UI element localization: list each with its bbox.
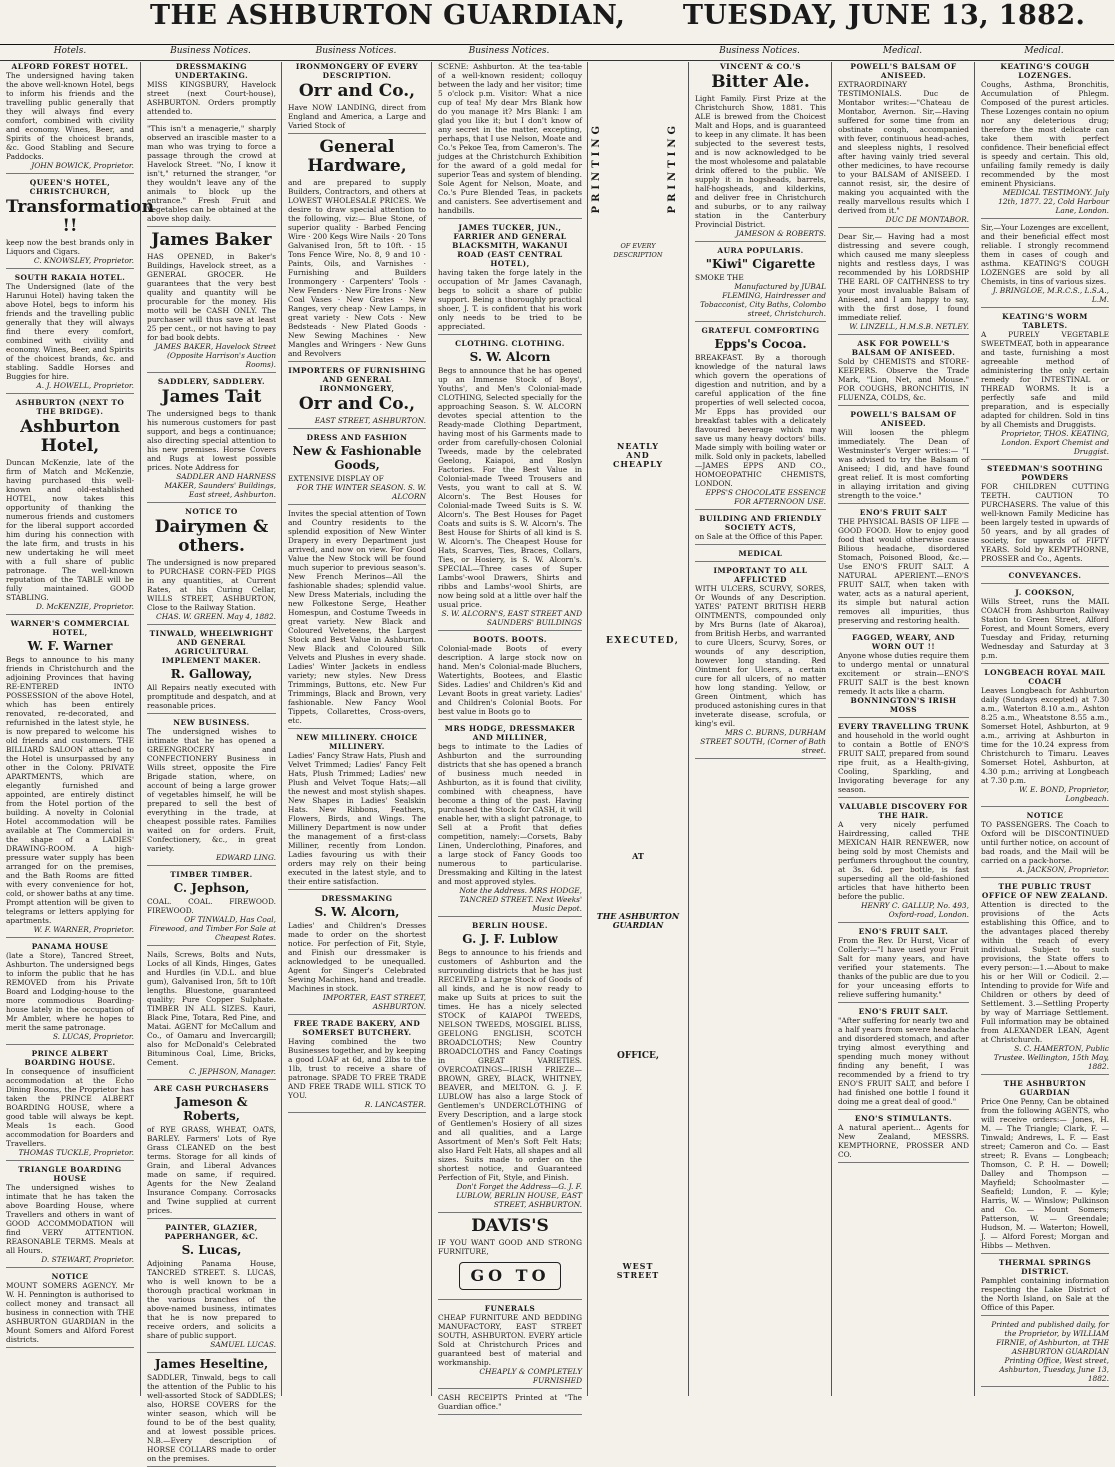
advertisement bbox=[288, 894, 426, 1015]
ad-display-name: Ashburton Hotel, bbox=[20, 417, 120, 456]
advertisement bbox=[981, 1258, 1109, 1316]
printing-vertical: PRINTING bbox=[591, 122, 602, 214]
ad-body: WITH ULCERS, SCURVY, SORES, Or Wounds of any Description. YATES' PATENT BRITISH HERB OINTMENTS, compounded only by Mrs Burns (late of Akaroa), from British Herbs, and warranted to cure Ulcers, Scurvy, Sores, or wounds of any description, however long standing. Red Ointment for Ulcers, a certain cure for all ulcers, of no matter how long standing. Yellow, or Green Ointment, which has produced astonishing cures in that inveterate disease, scrofula, or king's evil. bbox=[695, 584, 826, 728]
ad-body: "After suffering for nearly two and a half years from severe headache and disordered stomach, and after trying almost everything and spending much money without finding any benefit, I was recommended by a friend to try ENO'S FRUIT SALT, and before I had finished one bottle I found it doing me a great deal of good." bbox=[838, 1016, 969, 1106]
ad-body: keep now the best brands only in Liquors and Cigars. bbox=[6, 238, 134, 256]
ad-body: A PURELY VEGETABLE SWEETMEAT, both in appearance and taste, furnishing a most agreeable method of administering the only certain remedy for INTESTINAL or THREAD WORMS. It is a perfectly safe and mild preparation, and is especially adapted for children. Sold in tins by all Chemists and Druggists. bbox=[981, 330, 1109, 429]
advertisement bbox=[838, 1007, 969, 1110]
ad-body: of RYE GRASS, WHEAT, OATS, BARLEY. Farmers' Lots of Rye Grass CLEANED on the best terms. Storage for all kinds of Grain, and Liberal Advances made on same, if required. Agents for the New Zealand Insurance Company. Corrosacks and Twine supplied at current prices. bbox=[147, 1125, 276, 1215]
ad-signature: MRS C. BURNS, DURHAM STREET SOUTH, (Corner of Bath street. bbox=[700, 728, 826, 755]
ad-display-name: Orr and Co., bbox=[298, 81, 416, 101]
ad-heading: NOTICE TO bbox=[185, 507, 238, 516]
ad-signature: A. JACKSON, Proprietor. bbox=[1017, 865, 1109, 874]
ad-signature: A. J. HOWELL, Proprietor. bbox=[36, 381, 134, 390]
advertisement bbox=[838, 633, 969, 718]
ad-body: The undersigned wishes to intimate that he has taken the above Boarding House, where Travellers and others in want of GOOD ACCOMMODATION will find VERY ATTENTION. REASONABLE TERMS. Meals at all Hours. bbox=[6, 1183, 134, 1255]
advertisement bbox=[838, 508, 969, 629]
ad-body: The undersigned begs to thank his numerous customers for past support, and begs a continuance; also directing special attention to his new premises. Horse Covers and Rugs at lowest possible prices. Note Address for bbox=[147, 409, 276, 472]
advertisement bbox=[147, 950, 276, 1080]
ad-heading: PAINTER, GLAZIER, PAPERHANGER, &C. bbox=[164, 1223, 259, 1241]
ad-heading: ENO'S FRUIT SALT. bbox=[858, 1007, 949, 1016]
ad-signature: EDWARD LING. bbox=[215, 853, 276, 862]
ad-display-name: R. Galloway, bbox=[170, 667, 253, 681]
ad-display-name: DAVIS'S bbox=[471, 1216, 549, 1236]
ad-body: The undersigned having taken the above well-known Hotel, begs to inform his friends and the travelling public generally that they will always find every comfort, combined with civility and economy. Wines, Beer, and Spirits of the choicest brands, &c. Good Stabling and Secure Paddocks. bbox=[6, 71, 134, 161]
ad-body: Sold by CHEMISTS and STORE-KEEPERS. Observe the Trade Mark, "Lion, Net, and Mouse." FOR COUGHS, BRONCHITIS, IN FLUENZA, COLDS, &c. bbox=[838, 357, 969, 402]
section-head: Medical. bbox=[1024, 46, 1064, 56]
ad-body: CHEAP FURNITURE AND BEDDING MANUFACTORY, EAST STREET SOUTH, ASHBURTON. EVERY article Sold at Christchurch Prices and guaranteed best of material and workmanship. bbox=[438, 1313, 582, 1367]
ad-body: From the Rev. Dr Hurst, Vicar of Collerly:—"I have used your Fruit Salt for many years, and have verified your statements. The thanks of the public are due to you for your unceasing efforts to relieve suffering humanity." bbox=[838, 936, 969, 999]
ad-body: MOUNT SOMERS AGENCY. Mr W. H. Pennington is authorised to collect money and transact all business in connection with THE ASHBURTON GUARDIAN in the Mount Somers and Alford Forest districts. bbox=[6, 1281, 134, 1344]
ad-heading: KEATING'S COUGH LOZENGES. bbox=[1000, 62, 1090, 80]
ad-signature: Note the Address. MRS HODGE, TANCRED STREET. Next Weeks' Music Depot. bbox=[459, 886, 582, 913]
ad-signature: MEDICAL TESTIMONY. July 12th, 1877. 22, Cold Harbour Lane, London. bbox=[998, 188, 1109, 215]
ad-signature: W. F. WARNER, Proprietor. bbox=[33, 925, 134, 934]
section-head: Business Notices. bbox=[170, 46, 251, 56]
ad-signature: W. LINZELL, H.M.S.B. NETLEY. bbox=[849, 322, 969, 331]
ad-heading: DRESS AND FASHION bbox=[306, 433, 408, 442]
ad-signature: IMPORTER, EAST STREET, ASHBURTON. bbox=[322, 993, 426, 1011]
ad-side-text: BONNINGTON'S IRISH MOSS bbox=[850, 696, 957, 714]
ad-display-name: James Tait bbox=[161, 387, 262, 407]
printing-office-name: THE ASHBURTON GUARDIAN bbox=[596, 911, 680, 930]
ad-heading: ALFORD FOREST HOTEL. bbox=[11, 62, 129, 71]
ad-body: The undersigned wishes to intimate that he has opened a GREENGROCERY and CONFECTIONERY Business in Wills street, opposite the Fire Brigade station, where, on account of being a large grower of vegetables himself, he will be prepared to sell the best of everything in the trade, at cheapest possible rates. Families waited on for orders. Fruit, Confectionery, &c., in great variety. bbox=[147, 727, 276, 853]
ad-heading: ENO'S FRUIT SALT. bbox=[858, 927, 949, 936]
masthead-date: JUNE 13, 1882. bbox=[847, 0, 1086, 31]
ad-body: Dear Sir,— Having had a most distressing and severe cough, which caused me many sleepless nights and restless days, I was recommended by his LORDSHIP THE EARL OF CAITHNESS to try your most invaluable Balsam of Aniseed, and I am happy to say, with the first dose, I found immediate relief. bbox=[838, 232, 969, 322]
column-7 bbox=[831, 62, 975, 1396]
ad-display-name: Bitter Ale. bbox=[711, 72, 810, 92]
advertisement bbox=[6, 619, 134, 938]
ad-display-name: Epps's Cocoa. bbox=[714, 337, 807, 351]
ad-go-to: GO TO bbox=[459, 1262, 561, 1290]
ad-heading: EVERY TRAVELLING TRUNK bbox=[838, 722, 969, 731]
column-6 bbox=[688, 62, 832, 1396]
ad-heading: FREE TRADE BAKERY, AND SOMERSET BUTCHERY. bbox=[293, 1019, 421, 1037]
advertisement bbox=[6, 1165, 134, 1268]
ad-body: Attention is directed to the provisions of the Acts establishing this Office, and to the advantages placed thereby within the reach of every individual. Subject to such provisions, the State offers to every person:—1.—About to make his or her Will or Codicil. 2.—Intending to provide for Wife and Children or others by deed of Settlement. 3.—Settling Property by way of Marriage Settlement. Full information may be obtained from ALEXANDER LEAN, Agent at Christchurch. bbox=[981, 900, 1109, 1044]
column-3 bbox=[281, 62, 432, 1396]
advertisement bbox=[981, 464, 1109, 567]
ad-body: Will loosen the phlegm immediately. The Dean of Westminster's Verger writes:— "I was advised to try the Balsam of Aniseed; I did, and have found great relief. It is most comforting in allaying irritation and giving strength to the voice." bbox=[838, 428, 969, 500]
ad-heading: POWELL'S BALSAM OF ANISEED. bbox=[850, 62, 957, 80]
ad-signature: D. STEWART, Proprietor. bbox=[41, 1255, 134, 1264]
ad-heading: BOOTS. BOOTS. bbox=[473, 635, 547, 644]
ad-signature: C. KNOWSLEY, Proprietor. bbox=[33, 256, 134, 265]
ad-signature: CHAS. W. GREEN. May 4, 1882. bbox=[156, 612, 276, 621]
ad-body: "This isn't a menagerie," sharply observed an irascible master to a man who was trying to force a passage through the crowd at Havelock Street. "No, I know it isn't," returned the stranger, "or they wouldn't leave any of the animals to block up the entrance." Fresh Fruit and Vegetables can be obtained at the above shop daily. bbox=[147, 124, 276, 223]
section-head: Medical. bbox=[882, 46, 923, 56]
ad-body: A natural aperient... Agents for New Zealand, MESSRS. KEMPTHORNE, PROSSER AND CO. bbox=[838, 1123, 969, 1159]
ad-signature: W. E. BOND, Proprietor, Longbeach. bbox=[1019, 785, 1109, 803]
advertisement bbox=[147, 629, 276, 714]
ad-signature: Don't Forget the Address—G. J. F. LUBLOW, BERLIN HOUSE, EAST STREET, ASHBURTON. bbox=[456, 1182, 582, 1209]
advertisement bbox=[147, 870, 276, 946]
advertisement bbox=[838, 722, 969, 798]
ad-body: Wills Street, runs the MAIL COACH from Ashburton Railway Station to Green Street, Alford Forest, and Mount Somers, every Tuesday and Friday, returning Wednesday and Saturday at 3 p.m. bbox=[981, 597, 1109, 660]
advertisement bbox=[695, 246, 826, 322]
ad-display-name: Dairymen & others. bbox=[154, 517, 269, 556]
advertisement bbox=[288, 62, 426, 134]
ad-heading: KEATING'S WORM TABLETS. bbox=[1002, 312, 1088, 330]
advertisement bbox=[981, 1320, 1109, 1387]
ad-heading: NEW MILLINERY. CHOICE MILLINERY. bbox=[296, 733, 418, 751]
printing-office: OFFICE, bbox=[617, 1051, 659, 1061]
ad-heading: POWELL'S BALSAM OF ANISEED. bbox=[850, 410, 957, 428]
ad-heading: MRS HODGE, DRESSMAKER AND MILLINER, bbox=[444, 724, 576, 742]
ad-heading: TINWALD, WHEELWRIGHT AND GENERAL AGRICULTURAL IMPLEMENT MAKER. bbox=[149, 629, 274, 665]
advertisement bbox=[438, 1217, 582, 1300]
ad-heading: TRIANGLE BOARDING HOUSE bbox=[18, 1165, 122, 1183]
ad-signature: D. McKENZIE, Proprietor. bbox=[35, 602, 134, 611]
advertisement bbox=[288, 433, 426, 505]
advertisement bbox=[288, 138, 426, 362]
ad-signature: THOMAS TUCKLE, Proprietor. bbox=[18, 1148, 134, 1157]
ad-body: Invites the special attention of Town and Country residents to the splendid exposition of New Winter Drapery in every Department just arrived, and now on view. For Good Value the New Stock will be found much superior to previous season's. New French Merinos—All the fashionable shades; splendid value. New Dress Materials, including the new Folkestone Serge, Heather Homespun, and Costume Tweeds in great variety. New Black and Coloured Velveteens, the Largest Stock and Best Value in Ashburton. New Black and Coloured Silk Velvets and Plushes in every shade. Ladies' Winter Jackets in endless variety; new styles. New Dress Trimmings, Buttons, etc. New Fur Trimmings, Black and Brown, very fashionable. New Fancy Wool Tippets, Collarettes, Cross-overs, etc. bbox=[288, 509, 426, 725]
advertisement bbox=[981, 1079, 1109, 1254]
ad-body: Have NOW LANDING, direct from England and America, a Large and Varied Stock of bbox=[288, 103, 426, 130]
ad-body: Price One Penny, Can be obtained from the following AGENTS, who will receive orders:— Jones, H. M. — The Triangle; Clark, F. — Tinwald; Andrews, L. F. — East street; Cameron and Co. — East street; R. Evans — Longbeach; Thomson, C. P. H. — Dowell; Dalley and Thompson — Mayfield; Schoolmaster — Seafield; Lundon, F. — Kyle; Harris, W. — Winslow; Pulkinson and Co. — Mount Somers; Patterson, W. — Greendale; Hudson, M. — Waterton; Howell, J. — Alford Forest; Morgan and Hibbs — Methven. bbox=[981, 1097, 1109, 1250]
ad-body: The Undersigned (late of the Harunui Hotel) having taken the above Hotel, begs to inform his friends and the travelling public generally that they will always find there every comfort, combined with civility and economy. Wines, Beer, and Spirits of the choicest brands, &c. and stabling. Saddle Horses and Buggies for hire. bbox=[6, 282, 134, 381]
ad-body: CASH RECEIPTS Printed at "The Guardian office." bbox=[438, 1393, 582, 1411]
ad-heading: NOTICE bbox=[51, 1272, 89, 1281]
ad-body: SMOKE THE bbox=[695, 273, 744, 282]
ad-heading: DRESSMAKING UNDERTAKING. bbox=[174, 62, 249, 80]
ad-body: Pamphlet containing information respecting the Lake District of the North Island, on Sale at the Office of this Paper. bbox=[981, 1276, 1109, 1312]
ad-heading: LONGBEACH ROYAL MAIL COACH bbox=[984, 668, 1106, 686]
ad-signature: R. LANCASTER. bbox=[364, 1100, 426, 1109]
ad-heading: FUNERALS bbox=[484, 1304, 536, 1313]
section-heads bbox=[0, 46, 1114, 60]
advertisement bbox=[838, 339, 969, 406]
masthead-title: THE ASHBURTON GUARDIAN, bbox=[150, 0, 626, 31]
ad-display-name: Transformation !! bbox=[6, 197, 154, 236]
ad-body: Coughs, Asthma, Bronchitis, Accumulation of Phlegm. Composed of the purest articles. These Lozenges contain no opium nor any deleterious drug; therefore the most delicate can take them with perfect confidence. Their beneficial effect is speedy and certain. This old, unfailing family remedy is daily recommended by the most eminent Physicians. bbox=[981, 80, 1109, 188]
advertisement bbox=[147, 62, 276, 120]
ad-display-name: Jameson & Roberts, bbox=[175, 1095, 248, 1123]
ad-heading: BUILDING AND FRIENDLY SOCIETY ACTS, bbox=[699, 514, 822, 532]
advertisement bbox=[838, 410, 969, 504]
ad-body: The undersigned is now prepared to PURCHASE CORN-FED PIGS in any quantities, at Current Rates, at his Curing Cellar, WILLS STREET, ASHBURTON, Close to the Railway Station. bbox=[147, 558, 276, 612]
ad-display-name: S. Lucas, bbox=[181, 1243, 242, 1257]
advertisement bbox=[981, 312, 1109, 460]
advertisement bbox=[6, 1049, 134, 1161]
masthead bbox=[150, 0, 1086, 40]
ad-signature: OF TINWALD, Has Coal, Firewood, and Timber For Sale at Cheapest Rates. bbox=[149, 915, 276, 942]
advertisement bbox=[981, 668, 1109, 807]
advertisement bbox=[838, 927, 969, 1003]
ad-heading: JAMES TUCKER, JUN., FARRIER AND GENERAL BLACKSMITH, WAKANUI ROAD (EAST CENTRAL HOTEL), bbox=[452, 223, 568, 268]
ad-body: IF YOU WANT GOOD AND STRONG FURNITURE, bbox=[438, 1238, 582, 1256]
ad-heading: AURA POPULARIS. bbox=[717, 246, 804, 255]
ad-body: Light Family. First Prize at the Christchurch Show, 1881. This ALE is brewed from the Choicest Malt and Hops, and is guaranteed to keep in any climate. It has been subjected to the severest tests, and is now acknowledged to be the most wholesome and palatable drink offered to the public. We supply it in hogsheads, barrels, half-hogsheads, and kilderkins, and deliver free in Christchurch and suburbs, or to any railway station in the Canterbury Provincial District. bbox=[695, 94, 826, 229]
advertisement bbox=[438, 724, 582, 917]
ad-signature: JOHN BOWICK, Proprietor. bbox=[31, 161, 134, 170]
advertisement bbox=[838, 802, 969, 923]
ad-heading: NEW BUSINESS. bbox=[173, 718, 250, 727]
masthead-day: TUESDAY, bbox=[682, 0, 839, 31]
ad-heading: ARE CASH PURCHASERS bbox=[153, 1084, 270, 1093]
ad-display-name: General Hardware, bbox=[307, 137, 407, 176]
advertisement bbox=[6, 1272, 134, 1348]
ad-body: All Repairs neatly executed with promptitude and despatch, and at reasonable prices. bbox=[147, 683, 276, 710]
advertisement bbox=[695, 326, 826, 510]
ad-body: BREAKFAST. By a thorough knowledge of the natural laws which govern the operations of digestion and nutrition, and by a careful application of the fine properties of well selected cocoa, Mr Epps has provided our breakfast tables with a delicately flavoured beverage which may save us many heavy doctors' bills. Made simply with boiling water or milk. Sold only in packets, labelled—JAMES EPPS AND CO., HOMOEOPATHIC CHEMISTS, LONDON. bbox=[695, 353, 826, 488]
advertisement bbox=[438, 1393, 582, 1415]
advertisement bbox=[695, 549, 826, 562]
advertisement bbox=[147, 1357, 276, 1467]
column-2 bbox=[140, 62, 282, 1463]
ad-signature: C. JEPHSON, Manager. bbox=[189, 1067, 276, 1076]
advertisement bbox=[6, 942, 134, 1045]
ad-heading: STEEDMAN'S SOOTHING POWDERS bbox=[986, 464, 1104, 482]
ad-heading: SADDLERY, SADDLERY. bbox=[157, 377, 266, 386]
section-heading: CONVEYANCES. bbox=[1008, 571, 1082, 580]
ad-heading: GRATEFUL COMFORTING bbox=[701, 326, 820, 335]
ad-body: Ladies' and Children's Dresses made to order on the shortest notice. For perfection of Fit, Style, and Finish our dressmaker is acknowledged to be unequalled. Agent for Singer's Celebrated Sewing Machines, hand and treadle. Machines in stock. bbox=[288, 921, 426, 993]
ad-heading: TIMBER TIMBER. bbox=[170, 870, 253, 879]
ad-display-name: C. Jephson, bbox=[173, 881, 250, 895]
ad-body: FOR CHILDREN CUTTING TEETH. CAUTION TO PURCHASERS. The value of this well-known Family Medicine has been largely tested in upwards of 50 years, and by all grades of society, for upwards of FIFTY YEARS. Sold by KEMPTHORNE, PROSSER and Co., Agents. bbox=[981, 482, 1109, 563]
advertisement bbox=[147, 1084, 276, 1219]
column-5-printing-ad bbox=[587, 62, 689, 1396]
advertisement bbox=[438, 635, 582, 720]
advertisement bbox=[147, 377, 276, 503]
advertisement bbox=[288, 1019, 426, 1113]
ad-signature: JAMES BAKER, Havelock Street (Opposite Harrison's Auction Rooms). bbox=[154, 342, 276, 369]
ad-display-name: Orr and Co., bbox=[298, 394, 416, 414]
column-8 bbox=[974, 62, 1115, 1396]
ad-body: begs to intimate to the Ladies of Ashburton and the surrounding districts that she has opened a branch of business much needed in Ashburton, as it is found that civility, combined with cheapness, have become a thing of the past. Having purchased the Stock for CASH, it will enable her, with a slight patronage, to Sell at a Profit that defies competition, namely:—Corsets, Baby Linen, Underclothing, Pinafores, and a large stock of Fancy Goods too numerous to particularise. Dressmaking and Kilting in the latest and most approved styles. bbox=[438, 742, 582, 886]
ad-signature: SADDLER AND HARNESS MAKER, Saunders' Buildings, East street, Ashburton. bbox=[164, 472, 276, 499]
ad-heading: ASK FOR POWELL'S BALSAM OF ANISEED. bbox=[851, 339, 956, 357]
ad-heading: DRESSMAKING bbox=[321, 894, 393, 903]
advertisement bbox=[147, 718, 276, 866]
ad-heading: NOTICE bbox=[1026, 811, 1064, 820]
ad-display-name: S. W. Alcorn, bbox=[314, 905, 400, 919]
advertisement bbox=[695, 514, 826, 545]
ad-body: Sir,—Your Lozenges are excellent, and their beneficial effect most reliable. I strongly recommend them in cases of cough and asthma. KEATING'S COUGH LOZENGES are sold by all Chemists, in tins of various sizes. bbox=[981, 223, 1109, 286]
ad-heading: PRINCE ALBERT BOARDING HOUSE. bbox=[24, 1049, 116, 1067]
advertisement bbox=[288, 366, 426, 429]
ad-body: Having combined the two Businesses together, and by keeping a good LOAF at 6d, and 2lbs to the 1lb, trust to receive a share of patronage. SPADE TO FREE TRADE AND FREE TRADE WILL STICK TO YOU. bbox=[288, 1037, 426, 1100]
advertisement bbox=[288, 733, 426, 890]
ad-body: and are prepared to supply Builders, Contractors, and others at LOWEST WHOLESALE PRICES. We desire to draw special attention to the following, viz:— Blue Stone, of superior quality · Barbed Fencing Wire · 200 Kegs Wire Nails · 20 Tons Galvanised Iron, 5ft to 10ft. · 15 Tons Fence Wire, No. 8, 9 and 10 · Paints, Oils, and Varnishes · Furnishing and Builders Ironmongery · Carpenters' Tools · New Fenders · New Fire Irons · New Coal Vases · New Grates · New Ranges, very cheap · New Lamps, in great variety · New Cots · New Bedsteads · New Plated Goods · New Sewing Machines · New Mangles and Wringers · New Guns and Revolvers bbox=[288, 178, 426, 358]
ad-body: Colonial-made Boots of every description. A large stock now on hand. Men's Colonial-made Bluchers, Watertights, Bootees, and Elastic Sides. Ladies' and Children's Kid and Levant Boots in great variety. Ladies' and Children's Colonial Boots. For best value in Boots go to bbox=[438, 644, 582, 716]
ad-body: Adjoining Panama House, TANCRED STREET. S. LUCAS, who is well known to be a thorough practical workman in the various branches of the above-named business, intimates that he is now prepared to receive orders, and solicits a share of public support. bbox=[147, 1259, 276, 1340]
advertisement bbox=[147, 124, 276, 227]
ad-heading: BERLIN HOUSE. bbox=[472, 921, 548, 930]
ad-body: Begs to announce that he has opened up an Immense Stock of Boys', Youths', and Men's Colonial-made CLOTHING, Selected specially for the approaching Season. S. W. ALCORN devotes special attention to the Ready-made Clothing Department, having most of his Garments made to order from carefully-chosen Colonial Tweeds, made by the celebrated Geelong, Kaiapoi, and Roslyn Factories. For the Best Value in Colonial-made Tweed Trousers and Vests, you want to call at S. W. Alcorn's. The Best Houses for Colonial-made Tweed Suits is S. W. Alcorn's. The Best Houses for Paget Coats and suits is S. W. Alcorn's. The Best House for Shirts of all kind is S. W. Alcorn's. The Cheapest House for Hats, Scarves, Ties, Braces, Collars, Ties, or Hosiery, is S. W. Alcorn's. SPECIAL—Three cases of Super Lambs'-wool Drawers, Shirts and ribbs and Lambs'-wool Shirts, are now being sold at a little over half the usual price. bbox=[438, 366, 582, 609]
ad-body: SCENE: Ashburton. At the tea-table of a well-known resident; colloquy between the lady and her visitor; time 5 o'clock p.m. Visitor: What a nice cup of tea! My dear Mrs Blank how do you manage it? Mrs Blank: I am glad you like it; but I don't know of any secret in the matter, excepting, perhaps, that I use Nelson, Moate and Co.'s Pekoe Tea, from Cameron's. The judges at the Christchurch Exhibition for the award of a gold medal for superior Teas and system of blending. Sole Agent for Nelson, Moate, and Co.'s Pure Blended Teas, in packets and canisters. See advertisement and handbills. bbox=[438, 62, 582, 215]
advertisement bbox=[438, 223, 582, 335]
ad-signature: S. W. ALCORN'S, EAST STREET AND SAUNDERS' BUILDINGS bbox=[441, 609, 582, 627]
ad-heading: SOUTH RAKAIA HOTEL. bbox=[14, 273, 126, 282]
ad-signature: Printed and published daily, for the Proprietor, by WILLIAM FIRNIE, of Ashburton, at THE ASHBURTON GUARDIAN Printing Office, West street, Ashburton, Tuesday, June 13, 1882. bbox=[991, 1320, 1109, 1383]
header-rule bbox=[0, 60, 1114, 61]
ad-body: and household in the world ought to contain a Bottle of ENO'S FRUIT SALT, prepared from sound ripe fruit, as a Health-giving, Cooling, Sparkling, and Invigorating beverage for any season. bbox=[838, 731, 969, 794]
ad-signature: CHEAPLY & COMPLETELY FURNISHED bbox=[479, 1367, 582, 1385]
ad-body: EXTENSIVE DISPLAY OF bbox=[288, 474, 384, 483]
ad-signature: EAST STREET, ASHBURTON. bbox=[314, 416, 426, 425]
advertisement bbox=[147, 231, 276, 373]
advertisement bbox=[438, 921, 582, 1213]
ad-signature: HENRY C. GALLUP, No. 493, Oxford-road, London. bbox=[861, 901, 969, 919]
ad-signature: J. BRINGLOE, M.R.C.S., L.S.A., L.M. bbox=[992, 286, 1109, 304]
printing-at: AT bbox=[632, 851, 644, 861]
column-1 bbox=[0, 62, 154, 1396]
ad-signature: S. C. HAMERTON, Public Trustee. Wellington, 15th May, 1882. bbox=[993, 1044, 1109, 1071]
ad-body: Ladies' Fancy Straw Hats, Plush and Velvet Trimmed; Ladies' Fancy Felt Hats, Plush Trimmed; Ladies' new Plush and Velvet Toque Hats;—all the newest and most stylish shapes. New Shapes in Ladies' Sealskin Hats. New Ribbons, Feathers, Flowers, Birds, and Wings. The Millinery Department is now under the management of a first-class Milliner, recently from London. Ladies favouring us with their orders may rely on their being executed in the latest style, and to their entire satisfaction. bbox=[288, 751, 426, 886]
ad-heading: ASHBURTON (NEXT TO THE BRIDGE). bbox=[15, 398, 125, 416]
ad-body: Nails, Screws, Bolts and Nuts, Locks of all Kinds, Hinges, Gates and Hurdles (in V.D.L. and blue gum), Galvanised Iron, 5ft to 10ft lengths. Bluestone, guaranteed quality; Pure Copper Sulphate. TIMBER IN ALL SIZES. Kauri, Black Pine, Totara, Red Pine, and Matai. AGENT for McCallum and Co., of Oamaru and Invercargill; also for McDonald's Celebrated Bituminous Coal, Lime, Bricks, Cement. bbox=[147, 950, 276, 1067]
ad-body: MISS KINGSBURY, Havelock street (next Court-house), ASHBURTON. Orders promptly attended to. bbox=[147, 80, 276, 116]
printing-street: WEST STREET bbox=[616, 1261, 660, 1280]
advertisement bbox=[438, 1304, 582, 1389]
section-head: Hotels. bbox=[53, 46, 87, 56]
advertisement bbox=[6, 178, 154, 269]
ad-heading: CLOTHING. CLOTHING. bbox=[455, 339, 565, 348]
advertisement bbox=[6, 398, 134, 615]
ad-heading: WARNER'S COMMERCIAL HOTEL, bbox=[10, 619, 130, 637]
printing-vertical-right: PRINTING bbox=[667, 122, 678, 214]
ad-signature: SAMUEL LUCAS. bbox=[210, 1340, 276, 1349]
ad-display-name: G. J. F. Lublow bbox=[462, 932, 558, 946]
ad-body: Duncan McKenzie, late of the firm of Match and McKenzie, having purchased this well-known and old-established HOTEL, now takes this opportunity of thanking the numerous friends and customers for the liberal support accorded him during his connection with the late firm, and trusts in his new undertaking he will meet with a full share of public patronage. The well-known reputation of the TABLE will be fully maintained. GOOD STABLING. bbox=[6, 458, 134, 602]
ad-signature: Manufactured by JUBAL FLEMING, Hairdresser and Tobacconist, City Baths, Colombo street, Christchurch. bbox=[700, 282, 826, 318]
ad-body: THE PHYSICAL BASIS OF LIFE — GOOD FOOD. How to enjoy good food that would otherwise cause Bilious headache, disordered Stomach, Poisoned Blood, &c.—Use ENO'S FRUIT SALT. A NATURAL APERIENT.—ENO'S FRUIT SALT, when taken with water, acts as a natural aperient, its simple but natural action removes all impurities, thus preserving and restoring health. bbox=[838, 517, 969, 625]
ad-body: having taken the forge lately in the occupation of Mr James Cavanagh, begs to solicit a share of public support. Being a thoroughly practical shoer, J. T. is confident that his work only needs to be tried to be appreciated. bbox=[438, 268, 582, 331]
advertisement bbox=[695, 566, 826, 759]
ad-signature: S. LUCAS, Proprietor. bbox=[52, 1032, 134, 1041]
ad-body: SADDLER, Tinwald, begs to call the attention of the Public to his well-assorted Stock of SADDLES; also, HORSE COVERS for the winter season, which will be found to be of the best quality, and at lowest possible prices. N.B.—Every description of HORSE COLLARS made to order on the premises. bbox=[147, 1373, 276, 1463]
ad-heading: VALUABLE DISCOVERY FOR THE HAIR. bbox=[839, 802, 968, 820]
section-head: Business Notices. bbox=[315, 46, 397, 56]
ad-heading: ENO'S STIMULANTS. bbox=[854, 1114, 953, 1123]
advertisement bbox=[981, 882, 1109, 1075]
ad-display-name: New & Fashionable Goods, bbox=[292, 444, 422, 472]
column-4 bbox=[431, 62, 588, 1411]
advertisement bbox=[147, 1223, 276, 1353]
ad-heading: THERMAL SPRINGS DISTRICT. bbox=[998, 1258, 1092, 1276]
ad-signature: DUC DE MONTABOR. bbox=[885, 215, 969, 224]
ad-heading: ENO'S FRUIT SALT bbox=[859, 508, 948, 517]
ad-heading: THE ASHBURTON GUARDIAN bbox=[1003, 1079, 1087, 1097]
ad-body: Begs to announce to his friends and customers of Ashburton and the surrounding districts that he has just RECEIVED a Large Stock of Goods of all kinds, and he is now ready to make up Suits at prices to suit the times. He has a nicely selected STOCK of KAIAPOI TWEEDS, NELSON TWEEDS, MOSGIEL BLISS, GEELONG ENGLISH, SCOTCH BROADCLOTHS; New Country BROADCLOTHS and Fancy Coatings in GREAT VARIETIES. OVERCOATINGS—IRISH FRIEZE—BROWN, GREY, BLACK, WHITNEY, BEAVER, and MELTON. G. J. F. LUBLOW has also a large Stock of Gentlemen's UNDERCLOTHING of Every Description, and a large stock of Gentlemen's Hosiery of all sizes and all qualities, and a Large Assortment of Men's Soft Felt Hats; also Hard Felt Hats, all shapes and all sizes. Suits made to order on the shortest notice, and Guaranteed Perfection of Fit, Style, and Finish. bbox=[438, 948, 582, 1182]
advertisement bbox=[981, 811, 1109, 878]
ad-heading: IRONMONGERY OF EVERY DESCRIPTION. bbox=[295, 62, 419, 80]
advertisement bbox=[981, 588, 1109, 664]
advertisement bbox=[838, 62, 969, 228]
printing-neatly: NEATLY AND CHEAPLY bbox=[612, 441, 664, 469]
ad-heading: VINCENT & CO.'S bbox=[719, 62, 802, 71]
ad-heading: J. COOKSON, bbox=[1015, 588, 1075, 597]
advertisement bbox=[438, 62, 582, 219]
ad-display-name: S. W. Alcorn bbox=[469, 350, 551, 364]
ad-heading: IMPORTANT TO ALL AFFLICTED bbox=[713, 566, 808, 584]
ad-body: EXTRAORDINARY TESTIMONIALS. Duc de Montabor writes:—"Chateau de Montabor, Avernon. Sir,—Having suffered for some time from an obstinate cough, accompanied with fever, continuous head-aches, and sleepless nights, I resolved after having vainly tried several other medicines, to have recourse to your BALSAM of ANISEED. I cannot resist, sir, the desire of making you acquainted with the really marvellous results which I derived from it." bbox=[838, 80, 969, 215]
advertisement bbox=[288, 509, 426, 729]
section-heading: MEDICAL bbox=[738, 549, 783, 558]
section-head: Business Notices. bbox=[468, 46, 550, 56]
section-head: Business Notices. bbox=[719, 46, 800, 56]
ad-heading: FAGGED, WEARY, AND WORN OUT !! bbox=[851, 633, 956, 651]
ad-display-name: W. F. Warner bbox=[27, 639, 113, 653]
ad-body: on Sale at the Office of this Paper. bbox=[695, 532, 823, 541]
ad-body: COAL. COAL. FIREWOOD. FIREWOOD. bbox=[147, 897, 276, 915]
ad-body: Begs to announce to his many friends in Christchurch and the adjoining Provinces that having RE-ENTERED INTO POSSESSION of the above Hotel, which has been entirely renovated, re-decorated, and refurnished in the latest style, he is now prepared to welcome his old friends and customers. THE BILLIARD SALOON attached to the Hotel is unsurpassed by any other in the Colony. PRIVATE APARTMENTS, which are elegantly furnished and appointed, are entirely distinct from the Hotel portion of the building. A novelty in Colonial Hotel accommodation will be available at The Commercial in the shape of a LADIES' DRAWING-ROOM. A high-pressure water supply has been arranged for on the premises, and the Bath Rooms are fitted with every convenience for hot, cold, or shower baths at any time. Prompt attention will be given to telegrams or letters applying for apartments. bbox=[6, 655, 134, 925]
advertisement bbox=[695, 62, 826, 242]
advertisement bbox=[838, 232, 969, 335]
ad-display-name: "Kiwi" Cigarette bbox=[705, 257, 816, 271]
ad-heading: IMPORTERS OF FURNISHING AND GENERAL IRONMONGERY, bbox=[288, 366, 426, 393]
advertisement bbox=[6, 62, 134, 174]
ad-body: In consequence of insufficient accommodation at the Echo Dining Rooms, the Proprietor has taken the PRINCE ALBERT BOARDING HOUSE, where a good table will always be kept. Meals 1s each. Good accommodation for Boarders and Travellers. bbox=[6, 1067, 134, 1148]
advertisement bbox=[438, 339, 582, 631]
advertisement bbox=[6, 273, 134, 394]
masthead-rule bbox=[0, 44, 1114, 45]
printing-executed: EXECUTED, bbox=[606, 636, 680, 646]
ad-heading: THE PUBLIC TRUST OFFICE OF NEW ZEALAND. bbox=[981, 882, 1109, 900]
ad-signature: EPPS'S CHOCOLATE ESSENCE FOR AFTERNOON USE. bbox=[705, 488, 826, 506]
printing-subtitle: OF EVERY DESCRIPTION bbox=[613, 242, 663, 259]
advertisement bbox=[981, 62, 1109, 219]
ad-signature: FOR THE WINTER SEASON. S. W. ALCORN bbox=[296, 483, 426, 501]
ad-body: Anyone whose duties require them to undergo mental or unnatural excitement or strain—ENO'S FRUIT SALT is the best known remedy. It acts like a charm. bbox=[838, 651, 969, 696]
ad-body: TO PASSENGERS. The Coach to Oxford will be DISCONTINUED until further notice, on account of bad roads, and the Mail will be carried on a pack-horse. bbox=[981, 820, 1109, 865]
ad-signature: JAMESON & ROBERTS. bbox=[735, 229, 826, 238]
ad-body: (late a Store), Tancred Street, Ashburton. The undersigned begs to inform the public that he has REMOVED from his Private Board and Lodging-house to the more commodious Boarding-house lately in the occupation of Mr Ambler, where he hopes to merit the same patronage. bbox=[6, 951, 134, 1032]
ad-signature: Proprietor, THOS. KEATING, London. Export Chemist and Druggist. bbox=[1001, 429, 1109, 456]
ad-body: Leaves Longbeach for Ashburton daily (Sundays excepted) at 7.30 a.m., Waterton 8.10 a.m., Ashton 8.25 a.m., Wheatstone 8.55 a.m., Somerset Hotel, Ashburton, at 9 a.m., arriving at Ashburton in time for the 10.24 express from Christchurch to Timaru. Leaves Somerset Hotel, Ashburton, at 4.30 p.m.; arriving at Longbeach at 7.30 p.m. bbox=[981, 686, 1109, 785]
ad-display-name: James Heseltine, bbox=[154, 1357, 269, 1371]
ad-body: A very nicely perfumed Hairdressing, called THE MEXICAN HAIR RENEWER, now being sold by most Chemists and perfumers throughout the country, at 3s. 6d. per bottle, is fast superseding all the old-fashioned articles that have hitherto been before the public. bbox=[838, 820, 969, 901]
advertisement bbox=[838, 1114, 969, 1163]
ad-body: HAS OPENED, in Baker's Buildings, Havelock street, as a GENERAL GROCER. He guarantees that the very best quality and quantity will be procurable for the money. His motto will be CASH ONLY. The purchaser will thus save at least 25 per cent., or not having to pay for bad book debts. bbox=[147, 252, 276, 342]
advertisement bbox=[981, 223, 1109, 308]
advertisement bbox=[981, 571, 1109, 584]
ad-heading: PANAMA HOUSE bbox=[31, 942, 109, 951]
advertisement bbox=[147, 507, 276, 625]
ad-heading: QUEEN'S HOTEL, CHRISTCHURCH, bbox=[29, 178, 111, 196]
ad-display-name: James Baker bbox=[151, 230, 272, 250]
